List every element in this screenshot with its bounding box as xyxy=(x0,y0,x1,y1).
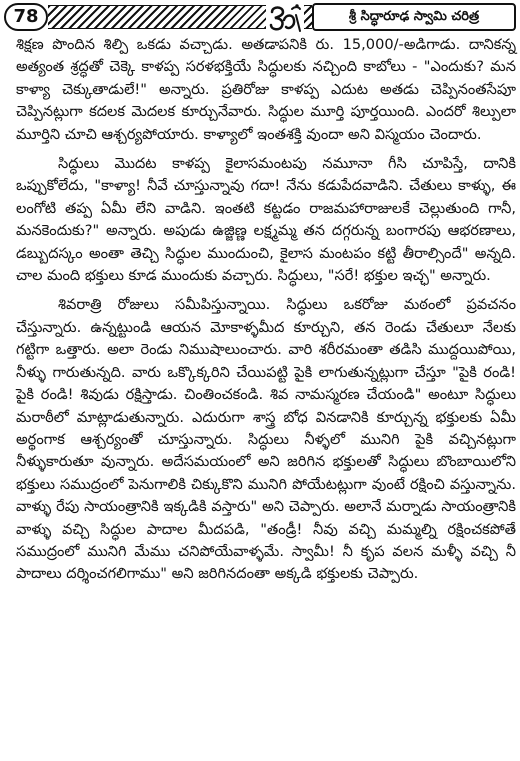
paragraph: శిక్షణ పొందిన శిల్పి ఒకడు వచ్చాడు. అతడాపనికి రు. 15,000/-అడిగాడు. దానికన్న అత్యంత శ్రద్ధతో చెక్కె కాళప్ప సరళభక్తియే సిద్ధులకు నచ్చింది కాబోలు - "ఎందుకు? మన కాళ్యా చెక్కుతాడులే!" అన్నారు. ప్రతిరోజు కాళప్ప ఎదుట అతడు చెప్పినంతసేపూ చెప్పినట్లుగా కదలక మెదలక కూర్చునేవారు. సిద్ధుల మూర్తి పూర్తయింది. ఎందరో శిల్పులా మూర్తిని చూచి ఆశ్చర్యపోయారు. కాళ్యాలో ఇంతశక్తి వుందా అని విస్మయం చెందారు. xyxy=(16,36,516,143)
header-hatch-band xyxy=(48,5,268,29)
paragraph: శివరాత్రి రోజులు సమీపిస్తున్నాయి. సిద్ధులు ఒకరోజు మఠంలో ప్రవచనం చేస్తున్నారు. ఉన్నట్టుండి ఆయన మోకాళ్ళమీద కూర్చుని, తన రెండు చేతులూ నేలకు గట్టిగా ఒత్తారు. అలా రెండు నిముషాలుంచారు. వారి శరీరమంతా తడిసి ముద్దయిపోయి, నీళ్ళు గారుతున్నది. వారు ఒక్కొక్కరిని చేయిపట్టి పైకి లాగుతున్నట్లుగా చేస్తూ "పైకి రండి! పైకి రండి! శివుడు రక్షిస్తాడు. చింతించకండి. శివ నామస్మరణ చేయండి" అంటూ సిద్ధులు మరాఠీలో మాట్లాడుతున్నారు. ఎదురుగా శాస్త్ర బోధ వినడానికి కూర్చున్న భక్తులకు ఏమీ అర్థంగాక ఆశ్చర్యంతో చూస్తున్నారు. సిద్ధులు నీళ్ళలో మునిగి పైకి వచ్చినట్లుగా నీళ్ళుకారుతూ వున్నారు. అదేసమయంలో అని జరిగిన భక్తులతో సిద్ధులు బొంబాయిలోని భక్తులు సముద్రంలో పెనుగాలికి చిక్కుకొని మునిగి పోయేటట్లుగా వుంటే రక్షించి వస్తున్నాను. వాళ్ళు రేపు సాయంత్రానికి ఇక్కడికి వస్తారు" అని చెప్పారు. అలానే మర్నాడు సాయంత్రానికి వాళ్ళు వచ్చి సిద్ధుల పాదాల మీదపడి, "తండ్రీ! నీవు వచ్చి మమ్మల్ని రక్షించకపోతే సముద్రంలో మునిగి మేము చనిపోయేవాళ్ళమే. స్వామీ! నీ కృప వలన మళ్ళీ వచ్చి నీ పాదాలు దర్శించగలిగాము" అని జరిగినదంతా అక్కడి భక్తులకు చెప్పారు. xyxy=(16,296,516,583)
om-icon xyxy=(266,3,304,33)
paragraph: సిద్ధులు మొదట కాళప్ప కైలాసమంటపు నమూనా గీసి చూపిస్తే, దానికి ఒప్పుకోలేదు, "కాళ్యా! నీవే చూస్తున్నావు గదా! నేను కడుపేదవాడిని. చేతులు కాళ్ళు, ఈ లంగోటి తప్ప ఏమీ లేని వాడిని. ఇంతటి కట్టడం రాజమహారాజులకే చెల్లుతుంది గానీ, మనకెందుకు?" అన్నారు. అపుడు ఉజ్జిణ్ణ లక్ష్మమ్మ తన దగ్గరున్న బంగారపు ఆభరణాలు, డబ్బుదస్కం అంతా తెచ్చి సిద్ధుల ముందుంచి, కైలాస మంటపం కట్టి తీరాల్సిందే" అన్నది. చాల మంది భక్తులు కూడ ముందుకు వచ్చారు. సిద్ధులు, "సరే! భక్తుల ఇచ్ఛ" అన్నారు. xyxy=(16,155,516,285)
page-body xyxy=(16,34,516,586)
page-header xyxy=(4,3,516,33)
page-number: 78 xyxy=(4,3,48,31)
running-title: శ్రీ సిద్ధారూఢ స్వామి చరిత్ర xyxy=(312,3,516,31)
